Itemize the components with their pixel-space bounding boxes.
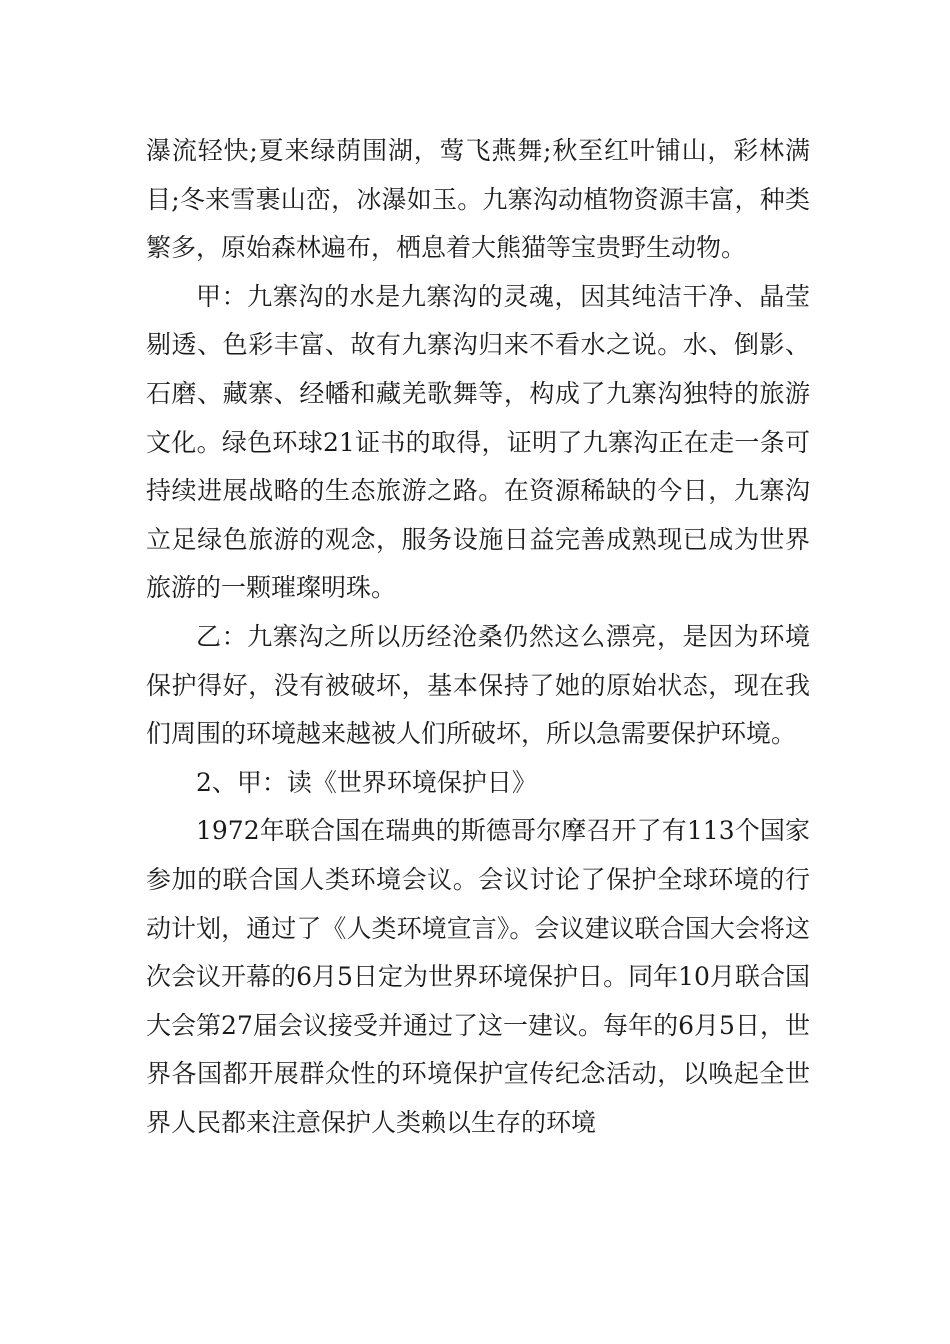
section-heading: 2、甲：读《世界环境保护日》	[196, 767, 537, 797]
paragraph-1: 瀑流轻快;夏来绿荫围湖，莺飞燕舞;秋至红叶铺山，彩林满目;冬来雪裹山峦，冰瀑如玉。九寨沟动植物资源丰富，种类繁多，原始森林遍布，栖息着大熊猫等宝贵野生动物。	[146, 136, 810, 263]
document-body	[146, 127, 810, 1147]
paragraph-4: 1972年联合国在瑞典的斯德哥尔摩召开了有113个国家参加的联合国人类环境会议。会议讨论了保护全球环境的行动计划，通过了《人类环境宣言》。会议建议联合国大会将这次会议开幕的6月5日定为世界环境保护日。同年10月联合国大会第27届会议接受并通过了这一建议。每年的6月5日，世界各国都开展群众性的环境保护宣传纪念活动，以唤起全世界人民都来注意保护人类赖以生存的环境	[146, 816, 810, 1137]
paragraph-3: 乙：九寨沟之所以历经沧桑仍然这么漂亮，是因为环境保护得好，没有被破坏，基本保持了她的原始状态，现在我们周围的环境越来越被人们所破坏，所以急需要保护环境。	[146, 621, 810, 749]
paragraph-2: 甲：九寨沟的水是九寨沟的灵魂，因其纯洁干净、晶莹剔透、色彩丰富、故有九寨沟归来不看水之说。水、倒影、石磨、藏寨、经幡和藏羌歌舞等，构成了九寨沟独特的旅游文化。绿色环球21证书的取得，证明了九寨沟正在走一条可持续进展战略的生态旅游之路。在资源稀缺的今日，九寨沟立足绿色旅游的观念，服务设施日益完善成熟现已成为世界旅游的一颗璀璨明珠。	[146, 281, 810, 603]
